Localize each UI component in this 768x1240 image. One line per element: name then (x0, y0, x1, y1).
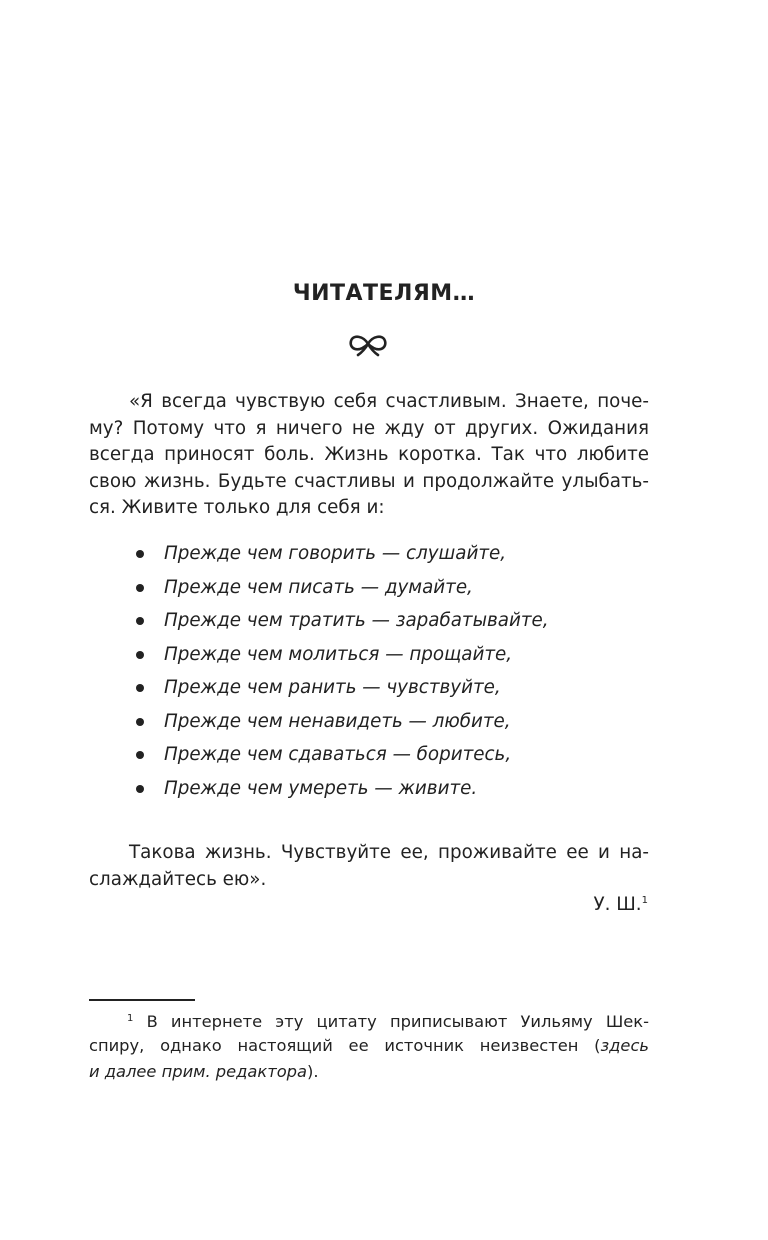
list-item (134, 573, 654, 607)
bullet-icon (136, 617, 144, 625)
list-item-text: Прежде чем писать — думайте, (164, 576, 473, 598)
bullet-icon (136, 550, 144, 558)
list-item (134, 606, 654, 640)
outro-line: слаждайтесь ею». (89, 868, 267, 890)
list-item-text: Прежде чем умереть — живите. (164, 777, 478, 799)
intro-line: «Я всегда чувствую себя счастливым. Знаете, поче- (129, 391, 649, 412)
bullet-icon (136, 785, 144, 793)
footnote-italic-text: и далее прим. редактора (89, 1062, 307, 1081)
footnote-line (89, 1034, 649, 1061)
intro-line: свою жизнь. Будьте счастливы и продолжайте улыбать- (89, 470, 649, 492)
outro-line: Такова жизнь. Чувствуйте ее, проживайте ее и на- (129, 842, 649, 863)
bullet-icon (136, 651, 144, 659)
footnote-text: ). (306, 1062, 319, 1081)
double-heart-ornament-icon (347, 330, 389, 358)
bullet-icon (136, 584, 144, 592)
footnote-reference: 1 (641, 895, 648, 906)
outro-paragraph (89, 840, 649, 893)
list-item (134, 539, 654, 573)
footnote (89, 1007, 649, 1087)
footnote-text: В интернете эту цитату приписывают Уильяму Шек- (146, 1012, 650, 1031)
list-item (134, 740, 654, 774)
list-item (134, 640, 654, 674)
footnote-line (89, 1060, 649, 1087)
list-item-text: Прежде чем тратить — зарабатывайте, (164, 610, 549, 631)
list-item (134, 707, 654, 741)
intro-paragraph (89, 389, 649, 522)
footnote-line (89, 1007, 649, 1034)
signature (594, 888, 649, 918)
list-item-text: Прежде чем сдаваться — боритесь, (164, 744, 512, 765)
bullet-icon (136, 684, 144, 692)
page-title: ЧИТАТЕЛЯМ… (292, 281, 476, 306)
intro-line: ся. Живите только для себя и: (89, 497, 385, 518)
list-item-text: Прежде чем говорить — слушайте, (164, 543, 507, 564)
precepts-list (134, 539, 654, 807)
bullet-icon (136, 751, 144, 759)
list-item-text: Прежде чем ненавидеть — любите, (164, 710, 511, 732)
list-item-text: Прежде чем ранить — чувствуйте, (164, 677, 501, 698)
list-item-text: Прежде чем молиться — прощайте, (164, 643, 513, 665)
signature-text: У. Ш. (593, 894, 642, 915)
bullet-icon (136, 718, 144, 726)
intro-line: всегда приносят боль. Жизнь коротка. Так что любите (89, 444, 649, 465)
footnote-italic-text: здесь (600, 1035, 649, 1055)
footnote-mark: 1 (127, 1013, 134, 1024)
list-item (134, 774, 654, 808)
list-item (134, 673, 654, 707)
footnote-text: спиру, однако настоящий ее источник неизвестен ( (89, 1035, 601, 1055)
intro-line: му? Потому что я ничего не жду от других. Ожидания (89, 417, 649, 439)
footnote-divider (89, 999, 195, 1001)
